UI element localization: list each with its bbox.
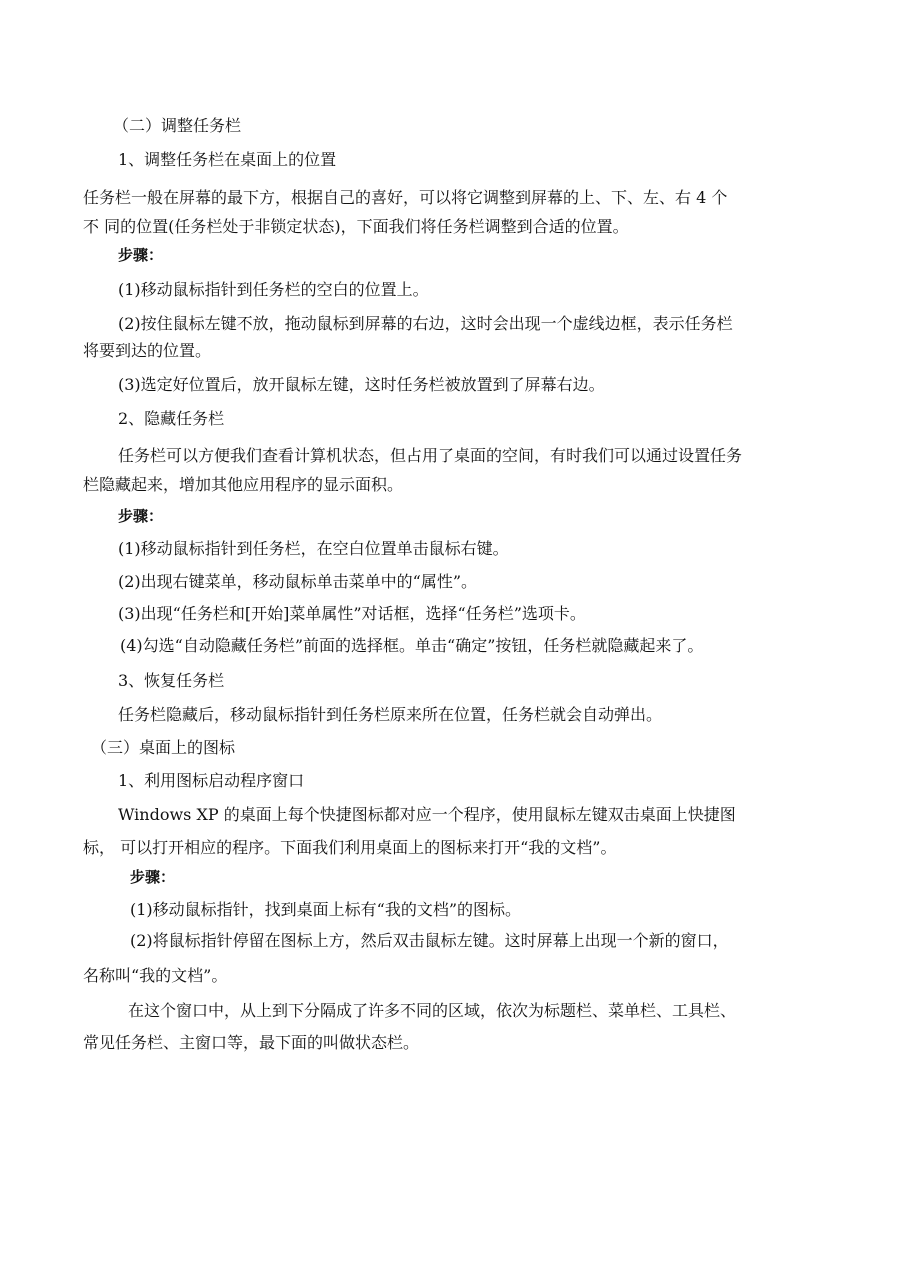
step-item: (1)移动鼠标指针到任务栏的空白的位置上。 bbox=[118, 280, 429, 299]
step-item: (2)按住鼠标左键不放，拖动鼠标到屏幕的右边，这时会出现一个虚线边框，表示任务栏 bbox=[118, 314, 733, 333]
step-item-continued: 名称叫“我的文档”。 bbox=[83, 966, 228, 985]
steps-label: 步骤： bbox=[118, 246, 164, 264]
paragraph-line: 常见任务栏、主窗口等，最下面的叫做状态栏。 bbox=[83, 1033, 420, 1052]
subsection-heading-hide-taskbar: 2、隐藏任务栏 bbox=[118, 409, 225, 428]
step-item: (1)移动鼠标指针到任务栏，在空白位置单击鼠标右键。 bbox=[118, 539, 509, 558]
steps-label: 步骤： bbox=[118, 507, 164, 525]
step-item: (2)将鼠标指针停留在图标上方，然后双击鼠标左键。这时屏幕上出现一个新的窗口， bbox=[130, 931, 729, 950]
step-item-continued: 将要到达的位置。 bbox=[83, 341, 212, 360]
paragraph-line: 任务栏一般在屏幕的最下方，根据自己的喜好，可以将它调整到屏幕的上、下、左、右 4 个 bbox=[83, 188, 728, 207]
paragraph-line: 标， 可以打开相应的程序。下面我们利用桌面上的图标来打开“我的文档”。 bbox=[83, 838, 617, 857]
step-item: (4)勾选“自动隐藏任务栏”前面的选择框。单击“确定”按钮，任务栏就隐藏起来了。 bbox=[120, 636, 704, 655]
paragraph-line: 不 同的位置(任务栏处于非锁定状态)，下面我们将任务栏调整到合适的位置。 bbox=[83, 217, 629, 236]
paragraph-line: 栏隐藏起来，增加其他应用程序的显示面积。 bbox=[83, 475, 404, 494]
paragraph-line: 在这个窗口中，从上到下分隔成了许多不同的区域，依次为标题栏、菜单栏、工具栏、 bbox=[128, 1001, 737, 1020]
section-heading-adjust-taskbar: （二）调整任务栏 bbox=[113, 116, 242, 135]
section-heading-desktop-icons: （三）桌面上的图标 bbox=[91, 738, 236, 757]
step-item: (2)出现右键菜单，移动鼠标单击菜单中的“属性”。 bbox=[118, 572, 478, 591]
paragraph-line: 任务栏隐藏后，移动鼠标指针到任务栏原来所在位置，任务栏就会自动弹出。 bbox=[118, 705, 663, 724]
step-item: (3)出现“任务栏和[开始]菜单属性”对话框，选择“任务栏”选项卡。 bbox=[118, 604, 586, 623]
paragraph-line: Windows XP 的桌面上每个快捷图标都对应一个程序，使用鼠标左键双击桌面上快捷图 bbox=[118, 805, 736, 824]
steps-label: 步骤： bbox=[130, 868, 176, 886]
subsection-heading-taskbar-position: 1、调整任务栏在桌面上的位置 bbox=[118, 150, 337, 169]
subsection-heading-launch-program: 1、利用图标启动程序窗口 bbox=[118, 771, 305, 790]
subsection-heading-restore-taskbar: 3、恢复任务栏 bbox=[118, 671, 225, 690]
step-item: (1)移动鼠标指针，找到桌面上标有“我的文档”的图标。 bbox=[130, 900, 522, 919]
step-item: (3)选定好位置后，放开鼠标左键，这时任务栏被放置到了屏幕右边。 bbox=[118, 375, 605, 394]
paragraph-line: 任务栏可以方便我们查看计算机状态，但占用了桌面的空间，有时我们可以通过设置任务 bbox=[118, 446, 743, 465]
